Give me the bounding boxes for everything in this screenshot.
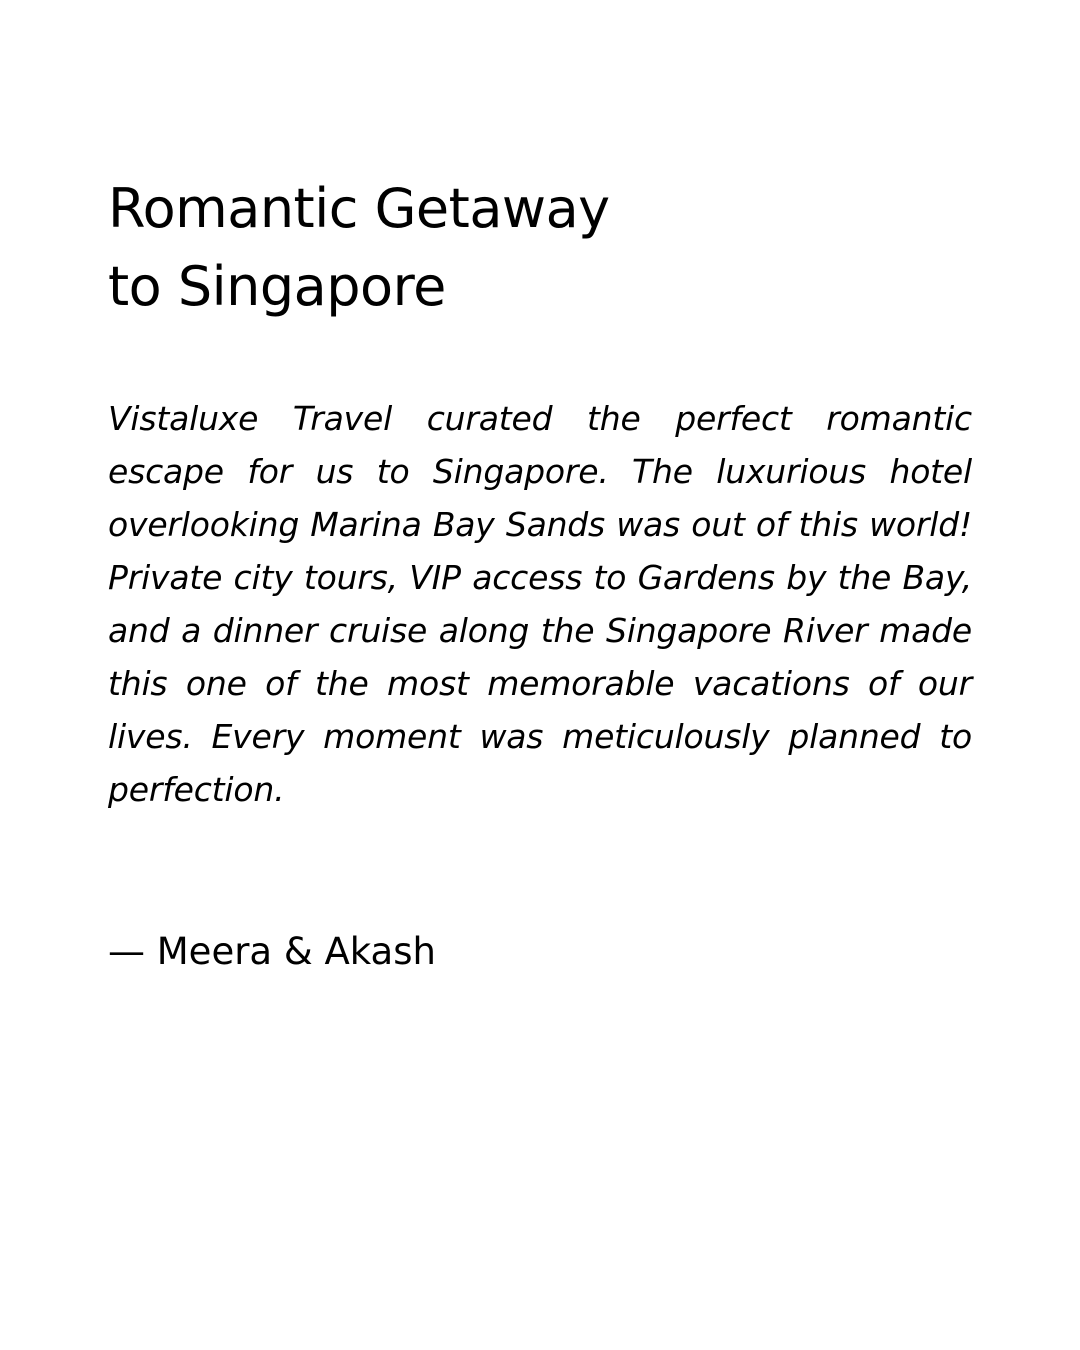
title-line-2: to Singapore [108, 255, 446, 318]
testimonial-quote: Vistaluxe Travel curated the perfect romantic escape for us to Singapore. The luxurious hotel overlooking Marina Bay Sands was out of this world! Private city tours, VIP access to Gardens by the Bay, and a dinner cruise along the Singapore River made this one of the most memorable vacations of our lives. Every moment was meticulously planned to perfection. [108, 399, 972, 809]
title-line-1: Romantic Getaway [108, 177, 610, 240]
testimonial-attribution: — Meera & Akash [108, 930, 436, 973]
testimonial-card [108, 0, 972, 1350]
testimonial-title [108, 170, 610, 326]
